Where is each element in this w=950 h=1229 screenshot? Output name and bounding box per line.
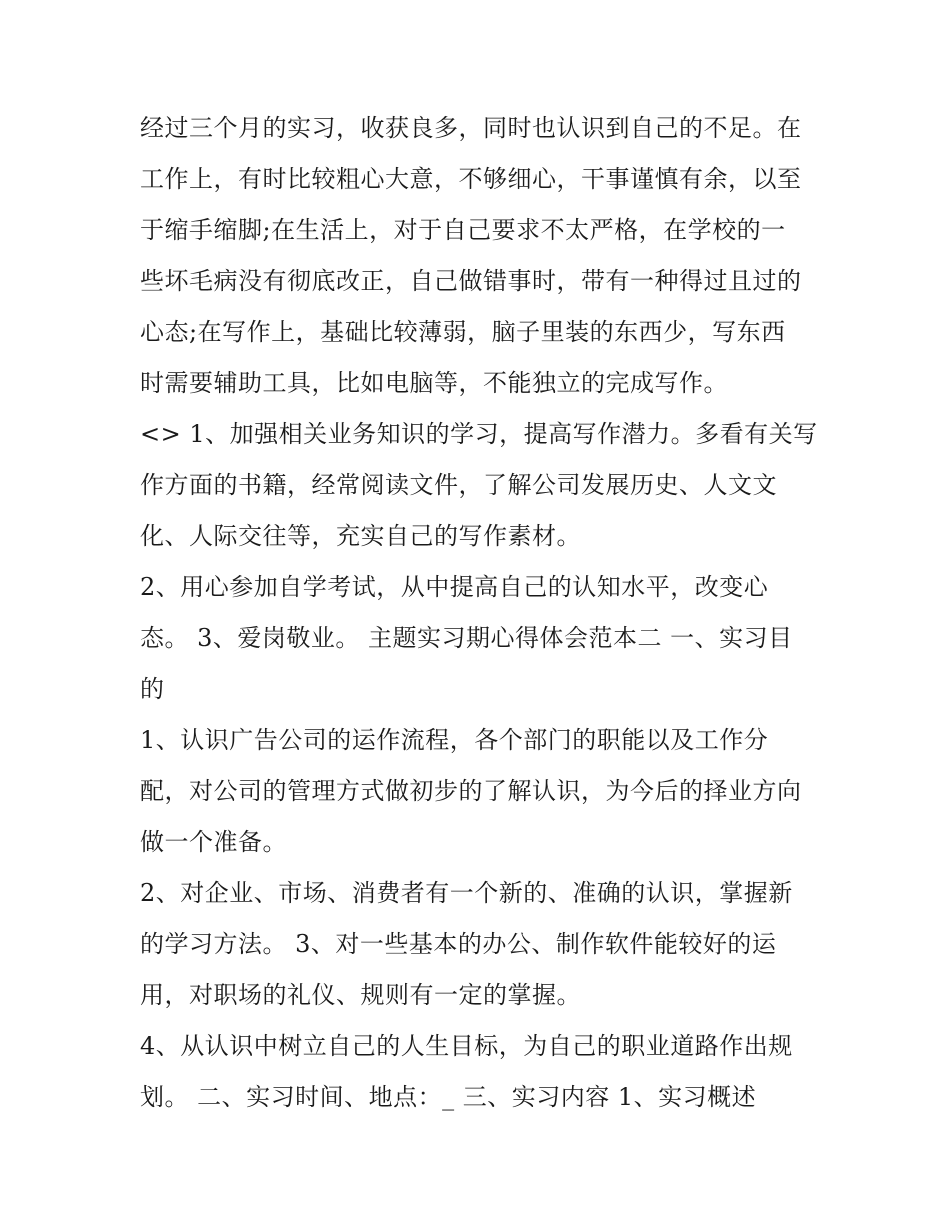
text-line: 经过三个月的实习，收获良多，同时也认识到自己的不足。在 bbox=[140, 114, 802, 142]
text-line: 些坏毛病没有彻底改正，自己做错事时，带有一种得过且过的 bbox=[140, 267, 802, 295]
text-line: 的学习方法。 3、对一些基本的办公、制作软件能较好的运 bbox=[140, 930, 777, 958]
text-line: 于缩手缩脚;在生活上，对于自己要求不太严格，在学校的一 bbox=[140, 216, 786, 244]
text-line: 2、用心参加自学考试，从中提高自己的认知水平，改变心 bbox=[140, 573, 769, 601]
text-line: 化、人际交往等，充实自己的写作素材。 bbox=[140, 522, 581, 550]
text-line: 2、对企业、市场、消费者有一个新的、准确的认识，掌握新 bbox=[140, 879, 793, 907]
text-line: 4、从认识中树立自己的人生目标，为自己的职业道路作出规 bbox=[140, 1032, 793, 1060]
text-line: 1、认识广告公司的运作流程，各个部门的职能以及工作分 bbox=[140, 726, 769, 754]
text-line: <> 1、加强相关业务知识的学习，提高写作潜力。多看有关写 bbox=[140, 420, 818, 448]
text-line: 用，对职场的礼仪、规则有一定的掌握。 bbox=[140, 981, 581, 1009]
text-line: 做一个准备。 bbox=[140, 828, 287, 856]
text-line: 态。 3、爱岗敬业。 主题实习期心得体会范本二 一、实习目 bbox=[140, 624, 793, 652]
text-line: 划。 二、实习时间、地点：_ 三、实习内容 1、实习概述 bbox=[140, 1083, 757, 1111]
text-line: 时需要辅助工具，比如电脑等，不能独立的完成写作。 bbox=[140, 369, 728, 397]
text-line: 作方面的书籍，经常阅读文件，了解公司发展历史、人文文 bbox=[140, 471, 777, 499]
text-line: 心态;在写作上，基础比较薄弱，脑子里装的东西少，写东西 bbox=[140, 318, 786, 346]
text-line: 配，对公司的管理方式做初步的了解认识，为今后的择业方向 bbox=[140, 777, 802, 805]
text-line: 工作上，有时比较粗心大意，不够细心，干事谨慎有余，以至 bbox=[140, 165, 802, 193]
text-line: 的 bbox=[140, 675, 165, 703]
document-body bbox=[140, 103, 830, 1123]
